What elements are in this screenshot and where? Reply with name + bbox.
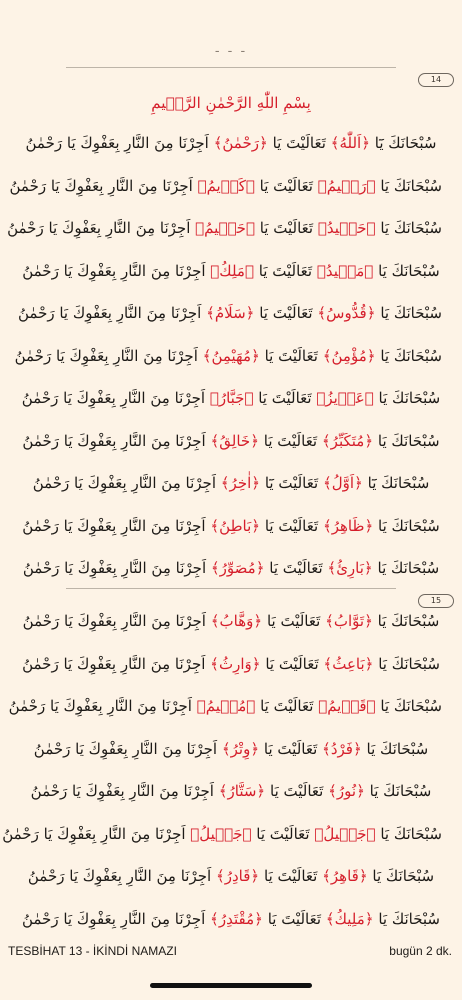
divine-name: ﴿سَلَامُ﴾ xyxy=(206,304,255,322)
line-text: سُبْحَانَكَ يَا xyxy=(380,304,442,322)
line-text: تَعَالَيْتَ يَا xyxy=(264,346,318,365)
line-text: اَجِرْنَا مِنَ النَّارِ بِعَفْوِكَ يَا رَحْمٰنُ xyxy=(27,867,212,885)
page-number-badge: 14 xyxy=(418,73,454,87)
line-text: تَعَالَيْتَ يَا xyxy=(266,612,321,630)
divine-name: ﴿مُق۪يمُ﴾ xyxy=(196,697,256,715)
divine-name: ﴿نُورُ﴾ xyxy=(328,782,365,800)
line-text: تَعَالَيْتَ يَا xyxy=(272,134,326,152)
divine-name: ﴿مُصَوِّرُ﴾ xyxy=(210,559,265,577)
line-text: تَعَالَيْتَ يَا xyxy=(267,909,322,928)
line-text: سُبْحَانَكَ يَا xyxy=(380,219,442,237)
divine-name: ﴿كَر۪يمُ﴾ xyxy=(197,176,255,195)
line-text: اَجِرْنَا مِنَ النَّارِ بِعَفْوِكَ يَا رَحْمٰنُ xyxy=(22,261,206,280)
divine-name: ﴿اٰخِرُ﴾ xyxy=(220,474,261,492)
line-text: سُبْحَانَكَ يَٓا xyxy=(367,474,430,492)
tesbih-line xyxy=(20,262,442,280)
line-text: سُبْحَانَكَ يَا xyxy=(380,346,442,365)
divine-name: ﴿خَالِقُ﴾ xyxy=(210,431,259,450)
line-text: سُبْحَانَكَ يَا xyxy=(377,559,440,577)
page-divider xyxy=(66,588,396,589)
divine-name: ﴿مَلِكُ﴾ xyxy=(210,261,254,280)
line-text: سُبْحَانَكَ يَا xyxy=(378,261,440,280)
divine-name: ﴿مَلِيكُ﴾ xyxy=(325,909,374,928)
line-text: اَجِرْنَا مِنَ النَّارِ بِعَفْوِكَ يَا رَحْمٰنُ xyxy=(32,474,216,492)
tesbih-line xyxy=(20,559,442,577)
line-text: سُبْحَانَكَ يَا xyxy=(380,176,442,195)
line-text: تَعَالَيْتَ يَا xyxy=(258,261,313,280)
divine-name: ﴿بَاطِنُ﴾ xyxy=(210,516,261,535)
line-text: تَعَالَيْتَ يَٓا xyxy=(264,474,319,492)
divine-name: ﴿فَرْدُ﴾ xyxy=(322,739,362,758)
line-text: اَجِرْنَا مِنَ النَّارِ بِعَفْوِكَ يَا رَحْمٰنُ xyxy=(14,346,198,365)
line-text: تَعَالَيْتَ يَا xyxy=(264,867,318,885)
line-text: اَجِرْنَا مِنَ النَّارِ بِعَفْوِكَ يَا رَحْمٰنُ xyxy=(17,304,202,322)
line-text: اَجِرْنَا مِنَ النَّارِ بِعَفْوِكَ يَا رَحْمٰنُ xyxy=(8,697,192,715)
line-text: تَعَالَيْتَ يَا xyxy=(264,516,319,535)
line-text: اَجِرْنَا مِنَ النَّارِ بِعَفْوِكَ يَا رَحْمٰنُ xyxy=(22,654,206,673)
divine-name: ﴿جَبَّارُ﴾ xyxy=(209,389,254,407)
divine-name: ﴿ظَاهِرُ﴾ xyxy=(322,516,374,535)
line-text: اَجِرْنَا مِنَ النَّارِ بِعَفْوِكَ يَا رَحْمٰنُ xyxy=(25,134,209,152)
line-text: سُبْحَانَكَ يَا xyxy=(369,782,432,800)
tesbih-line xyxy=(20,910,442,928)
divine-name: ﴿حَم۪يدُ﴾ xyxy=(317,219,376,237)
line-text: سُبْحَانَكَ يَا xyxy=(372,867,435,885)
line-text: اَجِرْنَا مِنَ النَّارِ بِعَفْوِكَ يَا رَحْمٰنُ xyxy=(22,516,206,535)
divine-name: ﴿مَج۪يدُ﴾ xyxy=(316,261,374,280)
line-text: اَجِرْنَا مِنَ النَّارِ بِعَفْوِكَ يَا رَحْمٰنُ xyxy=(21,389,206,407)
page-divider xyxy=(66,67,396,68)
tesbih-line xyxy=(20,782,442,800)
line-text: سُبْحَانَكَ يَا xyxy=(378,389,441,407)
line-text: اَجِرْنَا مِنَ النَّارِ بِعَفْوِكَ يَا رَحْمٰنُ xyxy=(9,176,193,195)
line-text: تَعَالَيْتَ يَا xyxy=(269,559,323,577)
page-number-badge: 15 xyxy=(418,594,454,608)
line-text: سُبْحَانَكَ يَا xyxy=(377,431,440,450)
basmala: بِسْمِ اللّٰهِ الرَّحْمٰنِ الرَّح۪يمِ xyxy=(151,94,311,112)
divine-name: ﴿قَادِرُ﴾ xyxy=(215,867,260,885)
divine-name: ﴿جَل۪يلُ﴾ xyxy=(314,824,376,843)
divine-name: ﴿بَارِئُ﴾ xyxy=(327,559,373,577)
tesbih-line xyxy=(20,740,442,758)
tesbih-line xyxy=(20,389,442,407)
line-text: سُبْحَانَكَ يَا xyxy=(366,739,429,758)
footer-bar[interactable] xyxy=(0,938,462,966)
tesbih-line xyxy=(14,346,442,365)
line-text: تَعَالَيْتَ يَا xyxy=(263,431,318,450)
divine-name: ﴿وَهَّابُ﴾ xyxy=(210,612,263,630)
line-text: تَعَالَيْتَ يَا xyxy=(263,739,318,758)
line-text: سُبْحَانَكَ يَا xyxy=(378,909,441,928)
tesbih-line xyxy=(20,655,442,673)
line-text: اَجِرْنَا مِنَ النَّارِ بِعَفْوِكَ يَا رَحْمٰنُ xyxy=(22,431,206,450)
divine-name: ﴿اَللّٰهُ﴾ xyxy=(330,134,370,152)
tesbih-line xyxy=(20,474,442,492)
divine-name: ﴿قُدُّوسُ﴾ xyxy=(317,304,376,322)
chapter-title: TESBİHAT 13 - İKİNDİ NAMAZI xyxy=(8,944,177,958)
divine-name: ﴿مُهَيْمِنُ﴾ xyxy=(202,346,260,365)
tesbih-line xyxy=(2,824,442,843)
line-text: تَعَالَيْتَ يَا xyxy=(270,782,324,800)
divine-name: ﴿جَم۪يلُ﴾ xyxy=(190,824,252,843)
divine-name: ﴿قَاهِرُ﴾ xyxy=(322,867,368,885)
divine-name: ﴿وِتْرُ﴾ xyxy=(221,739,260,758)
line-text: سُبْحَانَكَ يَا xyxy=(377,612,440,630)
line-text: تَعَالَيْتَ يَا xyxy=(260,697,314,715)
divine-name: ﴿اَوَّلُ﴾ xyxy=(322,474,363,492)
line-text: اَجِرْنَا مِنَ النَّارِ بِعَفْوِكَ يَا رَحْمٰنُ xyxy=(33,739,218,758)
tesbih-line xyxy=(20,134,442,152)
divine-name: ﴿مُتَكَبِّرُ﴾ xyxy=(321,431,374,450)
divine-name: ﴿رَح۪يمُ﴾ xyxy=(317,176,376,195)
line-text: تَعَالَيْتَ يَا xyxy=(259,176,313,195)
tesbih-line xyxy=(8,697,442,715)
divine-name: ﴿وَارِثُ﴾ xyxy=(210,654,261,673)
tesbih-line xyxy=(20,432,442,450)
line-text: تَعَالَيْتَ يَا xyxy=(265,654,319,673)
divine-name: ﴿عَز۪يزُ﴾ xyxy=(316,389,374,407)
top-separator: - - - xyxy=(214,44,248,59)
reading-time: bugün 2 dk. xyxy=(389,944,452,958)
divine-name: ﴿رَحْمٰنُ﴾ xyxy=(213,134,268,152)
line-text: سُبْحَانَكَ يَٓا xyxy=(374,134,437,152)
line-text: تَعَالَيْتَ يَا xyxy=(259,304,313,322)
line-text: اَجِرْنَا مِنَ النَّارِ بِعَفْوِكَ يَا رَحْمٰنُ xyxy=(7,219,191,237)
divine-name: ﴿مُقْتَدِرُ﴾ xyxy=(210,909,263,928)
line-text: سُبْحَانَكَ يَا xyxy=(380,824,442,843)
tesbih-line xyxy=(20,867,442,885)
home-indicator[interactable] xyxy=(150,983,312,988)
divine-name: ﴿سَتَّارُ﴾ xyxy=(218,782,266,800)
line-text: اَجِرْنَا مِنَ النَّارِ بِعَفْوِكَ يَا رَحْمٰنُ xyxy=(22,612,206,630)
line-text: سُبْحَانَكَ يَا xyxy=(378,654,440,673)
divine-name: ﴿قَد۪يمُ﴾ xyxy=(318,697,376,715)
line-text: اَجِرْنَا مِنَ النَّارِ بِعَفْوِكَ يَا رَحْمٰنُ xyxy=(2,824,186,843)
line-text: تَعَالَيْتَ يَا xyxy=(256,824,310,843)
line-text: سُبْحَانَكَ يَا xyxy=(380,697,442,715)
divine-name: ﴿مُؤْمِنُ﴾ xyxy=(322,346,376,365)
line-text: اَجِرْنَا مِنَ النَّارِ بِعَفْوِكَ يَا رَحْمٰنُ xyxy=(22,559,207,577)
tesbih-line xyxy=(9,176,442,195)
divine-name: ﴿بَاعِثُ﴾ xyxy=(323,654,374,673)
tesbih-line xyxy=(7,219,442,237)
tesbih-line xyxy=(17,304,442,322)
line-text: تَعَالَيْتَ يَا xyxy=(259,219,314,237)
line-text: اَجِرْنَا مِنَ النَّارِ بِعَفْوِكَ يَا رَحْمٰنُ xyxy=(21,909,206,928)
line-text: تَعَالَيْتَ يَا xyxy=(258,389,312,407)
tesbih-line xyxy=(20,612,442,630)
tesbih-line xyxy=(20,517,442,535)
divine-name: ﴿تَوَّابُ﴾ xyxy=(325,612,373,630)
line-text: سُبْحَانَكَ يَا xyxy=(378,516,440,535)
line-text: اَجِرْنَا مِنَ النَّارِ بِعَفْوِكَ يَا رَحْمٰنُ xyxy=(30,782,214,800)
divine-name: ﴿حَك۪يمُ﴾ xyxy=(195,219,255,237)
